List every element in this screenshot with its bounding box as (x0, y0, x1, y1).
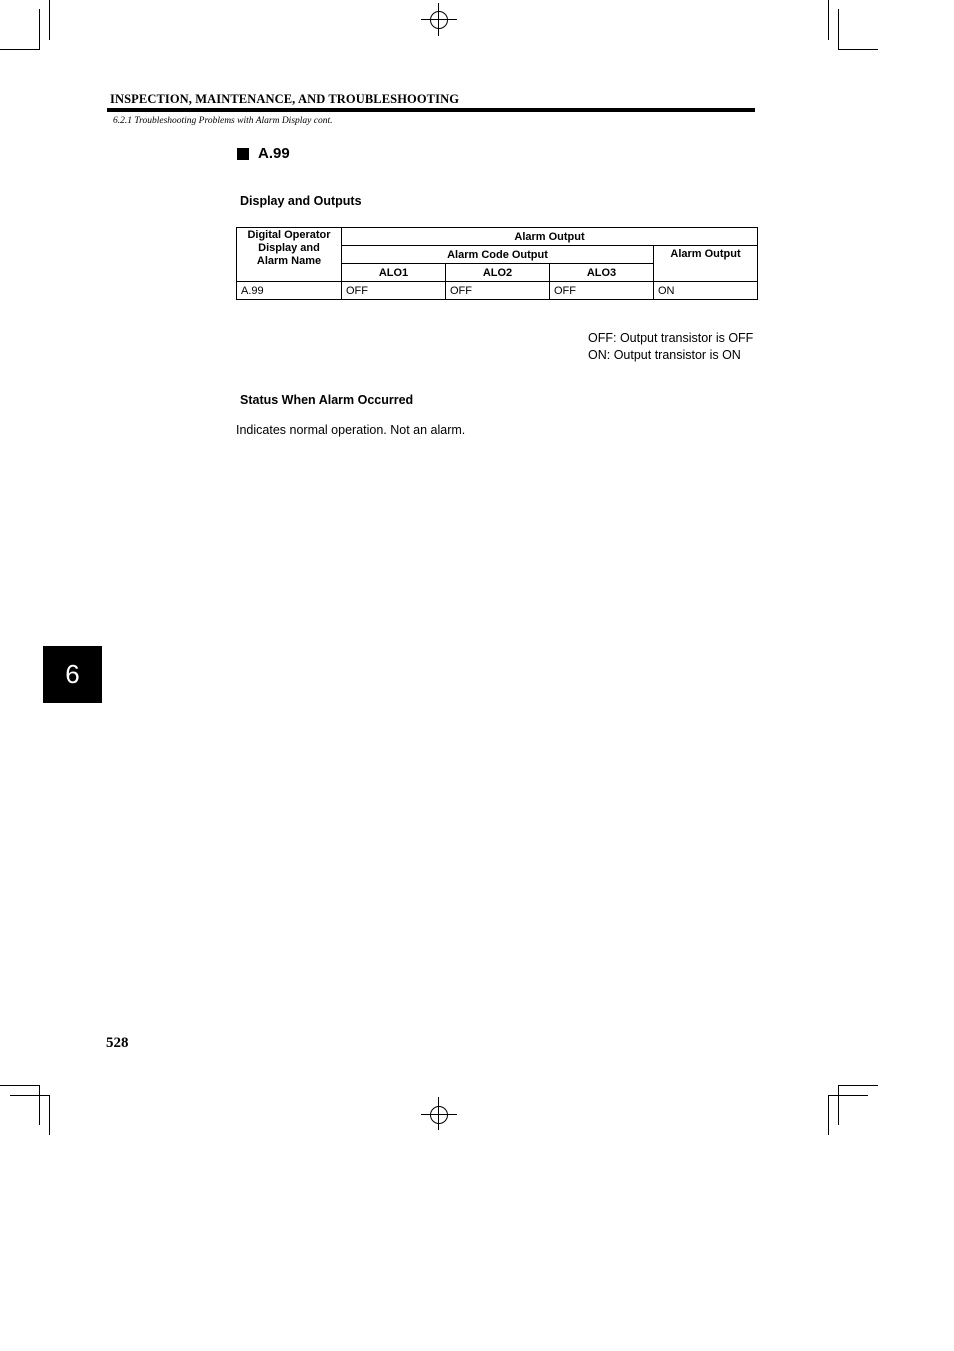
header-alarm-output: Alarm Output (654, 246, 758, 282)
breadcrumb: 6.2.1 Troubleshooting Problems with Alarm Display cont. (113, 116, 333, 126)
header-rule (107, 108, 755, 112)
status-text: Indicates normal operation. Not an alarm. (236, 423, 466, 437)
bullet-square-icon (237, 148, 249, 160)
crop-mark (838, 9, 839, 50)
crop-mark (49, 1095, 50, 1135)
header-operator-line: Digital Operator (247, 229, 331, 241)
cell-alo3: OFF (550, 282, 654, 300)
header-alarm-output-group: Alarm Output (342, 228, 758, 246)
alarm-code: A.99 (258, 145, 290, 162)
legend-off: OFF: Output transistor is OFF (588, 331, 754, 345)
crop-mark (838, 1085, 839, 1125)
crop-mark (39, 1085, 40, 1125)
header-alo2: ALO2 (446, 264, 550, 282)
header-operator-line: Alarm Name (256, 255, 322, 267)
cell-alo2: OFF (446, 282, 550, 300)
registration-mark (430, 11, 448, 29)
header-alarm-code-output: Alarm Code Output (342, 246, 654, 264)
display-outputs-heading: Display and Outputs (240, 194, 362, 208)
table-row (237, 282, 758, 300)
cell-alarm-output: ON (654, 282, 758, 300)
crop-mark (828, 1095, 829, 1135)
crop-mark (838, 1085, 878, 1086)
legend-on: ON: Output transistor is ON (588, 348, 741, 362)
crop-mark (0, 49, 40, 50)
cell-alo1: OFF (342, 282, 446, 300)
output-legend (588, 330, 753, 364)
crop-mark (0, 1085, 40, 1086)
crop-mark (10, 1095, 50, 1096)
crop-mark (838, 49, 878, 50)
crop-mark (828, 0, 829, 40)
chapter-tab: 6 (43, 646, 102, 703)
header-alo3: ALO3 (550, 264, 654, 282)
status-heading: Status When Alarm Occurred (240, 393, 414, 407)
registration-mark (430, 1106, 448, 1124)
header-operator-display (237, 228, 342, 282)
registration-mark (421, 19, 457, 20)
outputs-table (236, 227, 758, 300)
header-operator-line: Display and (258, 242, 320, 254)
alarm-title (237, 145, 290, 162)
crop-mark (828, 1095, 868, 1096)
crop-mark (49, 0, 50, 40)
crop-mark (39, 9, 40, 50)
section-header: INSPECTION, MAINTENANCE, AND TROUBLESHOOTING (110, 92, 460, 106)
registration-mark (421, 1114, 457, 1115)
header-alo1: ALO1 (342, 264, 446, 282)
cell-alarm-name: A.99 (237, 282, 342, 300)
page-number: 528 (106, 1035, 129, 1051)
